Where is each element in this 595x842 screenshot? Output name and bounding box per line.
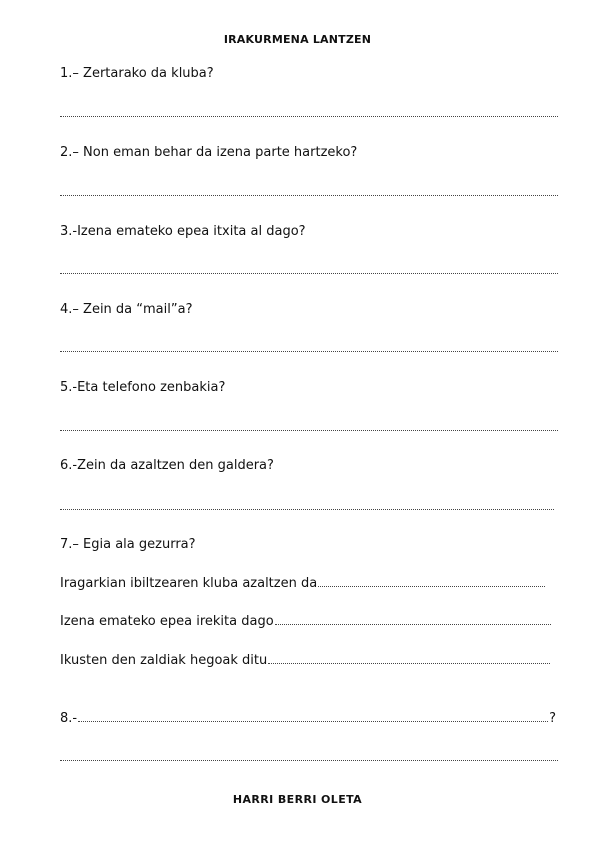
question-8-number: 8.- (60, 711, 78, 726)
question-7: 7.– Egia ala gezurra? (60, 537, 196, 552)
question-1: 1.– Zertarako da kluba? (60, 66, 214, 81)
answer-line-6[interactable] (60, 505, 554, 510)
question-4: 4.– Zein da “mail”a? (60, 302, 193, 317)
question-8 (60, 711, 556, 726)
true-false-statement: Izena emateko epea irekita dago (60, 614, 274, 629)
footer-text: HARRI BERRI OLETA (232, 793, 363, 806)
page-title: IRAKURMENA LANTZEN (223, 33, 372, 46)
true-false-item-1 (60, 576, 545, 591)
answer-line-4[interactable] (60, 347, 558, 352)
question-6: 6.-Zein da azaltzen den galdera? (60, 458, 274, 473)
answer-line-3[interactable] (60, 269, 558, 274)
true-false-statement: Iragarkian ibiltzearen kluba azaltzen da (60, 576, 318, 591)
true-false-statement: Ikusten den zaldiak hegoak ditu (60, 653, 268, 668)
answer-line-1[interactable] (60, 112, 558, 117)
question-2: 2.– Non eman behar da izena parte hartzeko? (60, 145, 358, 160)
true-false-item-3 (60, 653, 550, 668)
true-false-item-2 (60, 614, 551, 629)
answer-line-5[interactable] (60, 426, 558, 431)
question-8-mark: ? (549, 711, 556, 726)
true-false-answer-line[interactable] (268, 659, 550, 664)
question-3: 3.-Izena emateko epea itxita al dago? (60, 224, 306, 239)
answer-line-2[interactable] (60, 191, 558, 196)
question-8-blank[interactable] (78, 717, 548, 722)
answer-line-8[interactable] (60, 756, 558, 761)
question-5: 5.-Eta telefono zenbakia? (60, 380, 226, 395)
true-false-answer-line[interactable] (318, 582, 545, 587)
true-false-answer-line[interactable] (275, 620, 551, 625)
